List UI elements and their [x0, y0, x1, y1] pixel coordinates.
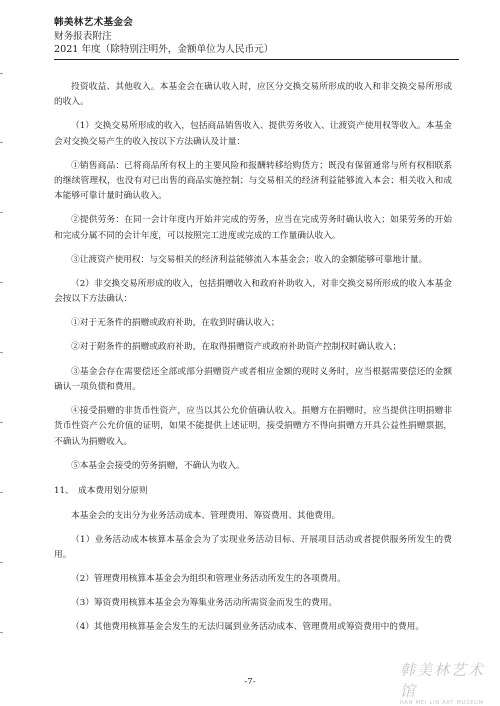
watermark-cn: 韩美林艺术馆	[400, 661, 486, 700]
section-number: 11、	[54, 486, 74, 497]
margin-tick	[0, 632, 3, 633]
watermark-en: HAN MEI LIN ART MUSEUM	[400, 700, 484, 706]
paragraph-services: ②提供劳务：在同一会计年度内开始并完成的劳务，应当在完成劳务时确认收入；如果劳务的开始和完成分属不同的会计年度，可以按照完工进度或完成的工作量确认收入。	[54, 215, 452, 241]
margin-tick	[0, 282, 3, 283]
paragraph-labor-donation: ⑤本基金会接受的劳务捐赠，不确认为收入。	[71, 460, 245, 471]
paragraph-conditional: ②对于附条件的捐赠或政府补助，在取得捐赠资产或政府补助资产控制权时确认收入；	[71, 342, 402, 353]
section-heading	[54, 484, 452, 499]
paragraph-management-expense: （2）管理费用核算本基金会为组织和管理业务活动所发生的各项费用。	[71, 573, 346, 584]
section-title: 成本费用划分原则	[78, 486, 148, 497]
paragraph-unconditional: ①对于无条件的捐赠或政府补助，在收到时确认收入；	[71, 318, 280, 329]
paragraph-expense-intro: 本基金会的支出分为业务活动成本、管理费用、筹资费用、其他费用。	[71, 510, 341, 521]
page-number: -7-	[244, 677, 256, 687]
page-header	[54, 16, 454, 60]
org-name: 韩美林艺术基金会	[54, 17, 134, 28]
margin-tick	[0, 142, 3, 143]
museum-watermark	[400, 659, 492, 706]
header-rule	[54, 59, 459, 60]
paragraph-sales: ①销售商品：已将商品所有权上的主要风险和报酬转移给购货方；既没有保留通常与所有权相联系的继续管理权，也没有对已出售的商品实施控制；与交易相关的经济利益能够流入本会；相关收入和成本能够可靠计量时确认收入。	[54, 160, 452, 202]
margin-tick	[0, 492, 3, 493]
margin-tick	[0, 73, 3, 74]
doc-title: 财务报表附注	[54, 30, 112, 42]
margin-tick	[0, 422, 3, 423]
paragraph-business-cost: （1）业务活动成本核算本基金会为了实现业务活动目标、开展项目活动或者提供服务所发生的费用。	[54, 534, 452, 560]
paragraph-asset-use: ③让渡资产使用权：与交易相关的经济利益能够流入本基金会；收入的金额能够可靠地计量。	[71, 254, 428, 265]
paragraph-exchange-revenue: （1）交换交易所形成的收入，包括商品销售收入、提供劳务收入、让渡资产使用权等收入。本基金会对交换交易产生的收入按以下方法确认及计量：	[54, 121, 452, 147]
paragraph-other-expense: （4）其他费用核算基金会发生的无法归属到业务活动成本、管理费用或筹资费用中的费用。	[71, 622, 425, 633]
margin-tick	[0, 562, 3, 563]
paragraph-refund-obligation: ③基金会存在需要偿还全部或部分捐赠资产或者相应金额的现时义务时，应当根据需要偿还的金额确认一项负债和费用。	[54, 366, 452, 392]
period-note: 2021 年度（除特别注明外，金额单位为人民币元）	[54, 44, 274, 55]
paragraph-intro: 投资收益、其他收入。本基金会在确认收入时，应区分交换交易所形成的收入和非交换交易所形成的收入。	[54, 82, 452, 108]
margin-tick	[0, 212, 3, 213]
document-body	[54, 80, 452, 635]
paragraph-noncash-donation: ④接受捐赠的非货币性资产，应当以其公允价值确认收入。捐赠方在捐赠时，应当提供注明捐赠非货币性资产公允价值的证明，如果不能提供上述证明，接受捐赠方不得向捐赠方开具公益性捐赠票据，不确认为捐赠收入。	[54, 405, 452, 447]
paragraph-nonexchange-revenue: （2）非交换交易所形成的收入，包括捐赠收入和政府补助收入，对非交换交易所形成的收入本基金会按以下方法确认：	[54, 278, 452, 305]
margin-tick	[0, 352, 3, 353]
paragraph-fundraising-expense: （3）筹资费用核算本基金会为筹集业务活动所需资金而发生的费用。	[71, 598, 338, 609]
